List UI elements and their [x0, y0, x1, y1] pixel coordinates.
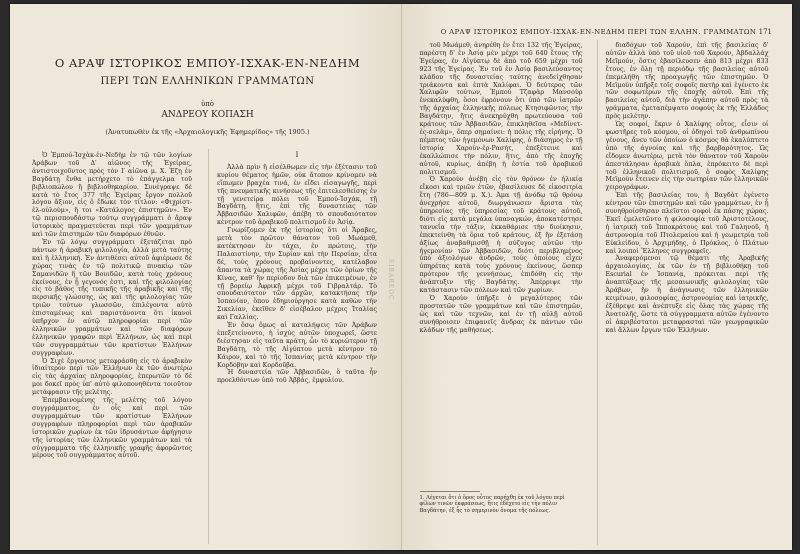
left-column-1 [32, 152, 192, 460]
paragraph: Ἐπεμβαινομένης τῆς μελέτης τοῦ λόγου συγγράμματος, ἐν οἷς καὶ περὶ τῶν συγγραμμάτων τῶν κρατίστων Ἑλλήνων συγγραφέων πληροφορίαι περὶ τῶν ἀραβικῶν ἱστορικῶν χωρίων ἐκ τῶν ἱδρυσάντων ἀφήγησιν τῆς ἱστορίας τῶν ἐλληνικῶν γραμμάτων καὶ τὰ σύγγραμματα τῆς ἑλληνικῆς γραφῆς ἀφορῶντος μέρους τοῦ συγγράμματος αὐτοῦ. [32, 397, 192, 460]
right-column-2 [606, 42, 769, 335]
footnote-rule [420, 491, 480, 492]
paragraph: διαδόχων τοῦ Χαρούν, ἐπὶ τῆς βασιλείας δ' αὐτῶν ἀλλὰ ὑπὸ τοῦ υἱοῦ τοῦ Χαρούν, Ἀβδαλλάχ Μεῖμούν, ὅστις ἐβασίλευσεν ἀπὸ 813 μέχρι 833 ἔτους, ἐν ὅλῃ τῇ περιόδῳ τῆς βασιλείας αὐτοῦ ἐπεμελήθη τῆς προαγωγῆς τῶν ἐπιστημῶν. Ὁ Μεϊμοὺν ὑπῆρξε τοῖς σοφοῖς πατὴρ καὶ ἐγένετο ἐκ τῶν σοφωτέρων τῆς ἐποχῆς αὐτοῦ. Ἐπὶ τῆς βασιλείας αὐτοῦ, διὰ τὴν ἀγάπην αὐτοῦ πρὸς τὰ γράμματα, ἐμεταπέμψατο σοφοὺς ἐκ τῆς Ἑλλάδος πρὸς μελέτην. [605, 42, 769, 121]
right-column-1 [420, 42, 583, 335]
paragraph: Ἀλλὰ πρὶν ἢ εἰσέλθωμεν εἰς τὴν ἐξέτασιν τοῦ κυρίου θέματος ἡμῶν, οὐκ ἄτοπον κρίνομεν νὰ εἴπωμεν βραχέα τινά, ἐν εἴδει εἰσαγωγῆς, περὶ τῆς πνευματικῆς κινήσεως τῆς ἐπιτελεσθείσης ἐν τῇ γενετείρᾳ πόλει τοῦ Ἐμπού-Ἰσχάκ, τῇ Βαγδάτῃ, ἥτις, ἐπὶ τῆς δυναστείας τῶν Ἀββασιδῶν Χαλιφῶν, ἀπέβη τὸ σπουδαιότατον κέντρον τοῦ ἀραβικοῦ πολιτισμοῦ ἐν Ἀσίᾳ. [217, 163, 377, 227]
left-column-2 [217, 152, 377, 385]
paragraph: Ἀναφερόμενοι τῷ θέματι τῆς Ἀραβικῆς ἀρχαιολογίας, ἐκ τῶν ἐν τῇ βιβλιοθήκῃ τοῦ Escurial ἐν Ἰσπανίᾳ, πρόκειται περὶ τῆς ἀναπτύξεως τῆς μεσαιωνικῆς φιλολογίας τῶν Ἀράβων, ἣν ἡ ἀνάγνωσις τῶν ἑλληνικῶν κειμένων, φιλοσοφίας, ἀστρονομίας καὶ ἰατρικῆς, ἐξέθρεψε καὶ ἀνέπτυξε εἰς ὅλας τὰς χώρας τῆς Ἀνατολῆς, ὥστε τὰ σύγγραμματα αὐτῶν ἐγένοντο οἱ ἀκριβέστατοι μεταφρασταὶ τῶν γεωγραφικῶν καὶ ἄλλων ἔργων τῶν Ἑλλήνων. [605, 255, 769, 334]
paragraph: Ἐν ὅσῳ ὅμως αἱ καταλήψεις τῶν Ἀράβων ἐπεξετείνοντο, ἡ ἰσχὺς αὐτῶν ὑποχωρεῖ, ὥστε διέστησαν εἰς ταῦτα κράτη, ὧν τὸ κυριώτερον τῇ Βαγδάτῃ, τὸ τῆς Αἰγύπτου μετὰ κέντρον τὸ Κάιρον, καὶ τὸ τῆς Ἱσπανίας μετὰ κέντρον τὴν Κορδόβην καὶ Κορδοῦβα. [217, 322, 377, 369]
running-header: Ο ΑΡΑΨ ΙΣΤΟΡΙΚΟΣ ΕΜΠΟΥ-ΙΣΧΑΚ-ΕΝ-ΝΕΔΗΜ ΠΕΡΙ ΤΩΝ ΕΛΛΗΝ. ΓΡΑΜΜΑΤΩΝ [440, 28, 757, 36]
column-divider [208, 149, 209, 544]
paragraph: Ἡ δυναστεία τῶν Ἀββασιδῶν, ὃ ταῦτα ἦν προελθόντων ὑπὸ τοῦ Ἀββάς, ἐμφυλίου. [217, 369, 377, 385]
author-name: ΑΝΔΡΕΟΥ ΚΟΠΑΣΗ [161, 110, 254, 120]
paragraph: Ὁ Ἐμπού-Ἰσχὰκ-ἐν-Νεδὴμ ἐν τῷ τῶν λογίων Ἀράβων τοῦ Δ′ αἰῶνος τῆς Ἑγείρας, ἀντιστοιχοῦντος πρὸς τὸν Ι′ αἰῶνα μ. Χ. Ἐζη ἐν Βαγδάτῃ ἔνθα μετήρχετο τὸ ἐπάγγελμα τοῦ βιβλιοπώλου ἢ βιβλιοθηκαρίου. Συνέγραψε δὲ κατὰ τὸ ἔτος 377 τῆς Ἑγείρας ἔργον πολλοῦ λόγου ἄξιον, εἰς ὃ ἔδωκε τὸν τίτλον: «Φιχρίστ-ἐλ-οὐλοὺμ», ἢ τοι «Κατάλογος ἐπιστημῶν». Ἐν τῷ περισπουδάστῳ τούτῳ συγγράμματι ὁ ἄραψ ἱστορικὸς πραγματεύεται περὶ τῶν γραμμάτων καὶ τῶν ἐπιστημῶν τῶν διαφόρων ἐθνῶν. [32, 152, 192, 239]
paragraph: Ὡς σοφοί, ἔκριν ὁ Χαλίφης οὗτος, εἶσιν οἱ φωστῆρες τοῦ κόσμου, οἱ ὁδηγοὶ τοῦ ἀνθρωπίνου γένους, ἄνευ τῶν ὁποίων ὁ κόσμος θὰ ἐκαλύπτετο ὑπὸ τῆς ἀγνοίας καὶ τῆς βαρβαρότητος. Ὡς εἴδομεν ἀνωτέρω, μετὰ τὸν θάνατον τοῦ Χαρούν ἀπεστάλησαν ἀραβικὰ ὅπλα, ἐπρόκειτο δὲ περὶ τοῦ ἑλληνικοῦ πολιτισμοῦ, ὁ σοφὸς Χαλίφης Μεϊμοὺν ἔτεινεν εἰς τὴν σωτηρίαν τῶν ἑλληνικῶν χειρογράφων. [605, 121, 769, 192]
paragraph: Ὁ Χαροὺν ὑπῆρξε ὁ μεγαλύτερος τῶν προστατῶν τῶν γραμμάτων καὶ τῶν ἐπιστημῶν, ὡς καὶ τῶν τεχνῶν, καὶ ἐν τῇ αὐλῇ αὐτοῦ συνήθροισεν ἐπιφανεῖς ἄνδρας ἐκ πάντων τῶν κλάδων τῆς μαθήσεως. [419, 295, 583, 334]
scan-watermark: SIBAREOC [387, 259, 394, 301]
left-page [10, 4, 402, 550]
paragraph: Ἐπὶ τῆς βασιλείας του, ἡ Βαγδὰτ ἐγένετο κέντρον τῶν ἐπιστημῶν καὶ τῶν γραμμάτων, ἐν ᾗ συνηθροίσθησαν πλεῖστοι σοφοὶ ἐκ πάσης χώρας. Ἐκεῖ ἐμελετῶντο ἡ φιλοσοφία τοῦ Ἀριστοτέλους, ἡ ἰατρικὴ τοῦ Ἱπποκράτους καὶ τοῦ Γαληνοῦ, ἡ ἀστρονομία τοῦ Πτολεμαίου καὶ ἡ γεωμετρία τοῦ Εὐκλείδου, ὁ Ἀρχιμήδης, ὁ Πρόκλος, ὁ Πλάτων καὶ λοιποὶ Ἕλληνες συγγραφεῖς. [605, 192, 769, 255]
footnote: 1. Λέγεται ὅτι ὁ ὅρος οὗτος παρήχθη ἐκ τοῦ λόγου περὶ φίλων τινῶν ἐκφράσεως, ἥτις ἐδέχετο εἰς τὴν πόλιν Βαγδάτην, ἐξ ἧς τὸ σημερινὸν ὄνομα τῆς πόλεως. [419, 495, 565, 514]
paragraph: Γνωρίζομεν ἐκ τῆς ἱστορίας ὅτι οἱ Ἄραβες, μετὰ τὸν πρῶτον θάνατον τοῦ Μωάμεθ, κατέκτησαν ἐν τάχει, ἐν πρώτοις, τὴν Παλαιστίνην, τὴν Συρίαν καὶ τὴν Περσίαν, εἶτα δέ, τοὺς χρόνους προβαίνοντες, κατέλαβον ἅπαντα τὰ χώρας τῆς Ἀσίας μέχρι τῶν ὁρίων τῆς Κίνας, καθ' ἣν περίοδον διὰ τῶν ἐπικειμένων, ἐν τῇ βορείῳ Ἀφρικῇ μέχρι τοῦ Γιβραλτάρ. Τὸ σπουδαιότατον τῶν ἀρχῶν, κατακτήσας τὴν Ἱσπανίαν, ὅπου ἐδημιούργησε κατὰ καθὼν τὴν Σικελίαν, ἐκεῖθεν δ' εἰσέβαλον μέχρις Ἰταλίας καὶ Γαλλίας. [217, 227, 377, 322]
right-page [402, 4, 793, 550]
paragraph: Ἐν τῷ λόγῳ συγγράμματι ἐξετάζεται πρὸ πάντων ἡ ἀραβικὴ φιλολογία, ἀλλὰ μετὰ ταύτης καὶ ἡ ἑλληνική. Ἐν ἀντιθέσει αὐτοῦ ἀφιέρωσε δὲ χώρας τινὰς ἐν τῷ πολιτικῷ πινακίῳ τῶν Σαμανιδῶν ἢ τῶν Βουιδῶν, κατὰ τοὺς χρόνους ἐκείνους, ἐν ᾗ γεγονός ἐστι, καὶ τῆς φιλολογίας εἰς τὸ βάθος τῆς τυπικῆς τῆς ἀραβικῆς καὶ τῆς περσικῆς γλώσσης, ὡς καὶ τῆς φιλολογίας τῶν τριῶν τούτων γλωσσῶν, ἐπιλέγοντα αὐτὸ ἐπισταμένως καὶ παριστάνοντα ὅτι ἱκανοὶ ὑπῆρχον ἐν αὐτῷ πληροφορίαι περὶ τῶν ἑλληνικῶν γραμμάτων καὶ τῶν διαφόρων ἐλληνικῶν γραφῶν περὶ Ἑλλήνων, ὡς καὶ περὶ τῶν συγγραμμάτων τῶν κρατίστων Ἑλλήνων συγγραφέων. [32, 238, 192, 357]
section-numeral: Ι [295, 151, 299, 159]
source-note: (Ἀνατυπωθὲν ἐκ τῆς «Ἀρχαιολογικῆς Ἐφημερίδος» τῆς 1905.) [105, 128, 310, 136]
book-spread [10, 4, 792, 550]
column-divider [597, 40, 598, 545]
article-subtitle: ΠΕΡΙ ΤΩΝ ΕΛΛΗΝΙΚΩΝ ΓΡΑΜΜΑΤΩΝ [100, 76, 315, 87]
page-number: 171 [758, 28, 772, 36]
byline-by: ὑπὸ [200, 100, 215, 108]
paragraph: Ὁ Σιχὲ ἔργοντος μετεφράσθη εἰς τὸ ἀραβικὸν ἰδιαίτερον περὶ τῶν Ἑλλήνων ἐκ τῶν ἀνωτέρω εἰς τὰς ἀρχαίας πληροφορίας, ἐπερωτῶν τὸ δέ μοι δοκεῖ πρὸς ὑπ' αὐτὸ φιλοπονηθέντα τοιοῦτον μετάφρασιν τῆς μελέτης. [32, 357, 192, 397]
article-title: Ο ΑΡΑΨ ΙΣΤΟΡΙΚΟΣ ΕΜΠΟΥ-ΙΣΧΑΚ-ΕΝ-ΝΕΔΗΜ [54, 56, 361, 70]
paragraph: Ὁ Χαροὺν ἀνέβη εἰς τὸν θρόνον ἐν ἡλικίᾳ εἴκοσι καὶ τριῶν ἐτῶν, ἐβασίλευσε δὲ εἰκοσιτρία ἔτη (786—809 μ. Χ.). Ἀμα τῇ ἀνόδῳ τῷ θρόνῳ ἀνεχρήσε αὐτοῦ, διωργάνωσεν ἄριστα τὰς ὑπηρεσίας τῆς ὑπηρεσίας τοῦ κράτους αὐτοῦ, διότι εἰς κατὰ μεγάλα ὑπαναγκών, ἀποκατέστησε τανυεΐα τὴν τάξιν, ἐκκαθάρισε τὴν διοίκησιν, ἐπεκτείνθη τὰ ὅρια τοῦ κράτους, ἐξ ἣν ἐξετάσῃ ἀξίως ἀναβαθμισθῇ ἡ σύζυγος αὐτῶν τὴν ἡγεμονίαν τῶν Ἀββασιδῶν, διότι περιβλημένος ὑπὸ ἀξιολόγων ἀνδρῶν, τοὺς ὁποίους εἶχεν ὑπηρέτας κατὰ τοὺς χρόνους ἐκείνους, ὥσπερ πρότερον τῆς γεννήσεως, ἐπιδόθη εἰς τὴν ἀνάπτυξιν τῆς Βαγδάτης. Ἀπέρριψε τὴν κατάστασιν τῶν πόλεων καὶ τῶν χωρίων. [419, 176, 583, 295]
paragraph: τοῦ Μωάμεθ, ἀνηρέθη ἐν ἔτει 132 τῆς Ἑγείρας, παρέστη δ' ἐν Ἀσίᾳ μὲν μέχρι τοῦ 640 ἔτους τῆς Ἑγείρας, ἐν Αἰγύπτῳ δὲ ἀπὸ τοῦ 659 μέχρι τοῦ 923 τῆς Ἑγείρας. Ἐν τοῦ ἐν Ἀσίᾳ βασιλεύσαντος κλάδου τῆς δυναστείας ταύτης ἀνεδείχθησαν τριάκοντα καὶ ἑπτὰ Χαλίφαι. Ὁ δεύτερος τῶν Χαλιφῶν τούτων, Ἐμποὺ Τζαφὰρ Μανσοὺρ ἐνεκαλύφθη, ὅσοι ἐφρόνουν ὅτι ὑπὸ τῶν ἰατρῶν τῆς ἀρχαίας ἑλληνικῆς πόλεως Κτησιφῶντος τὴν Βαγδάτην, ἥτις ἀνεκηρύχθη πρωτεύουσα τοῦ κράτους τῶν Ἀββασιδῶν, ἐπικληθεῖσα «Μεδίνετ-ἐς-σελὰμ», ὅπερ σημαίνει: ἡ πόλις τῆς εἰρήνης. Ὁ πέμπτος τῶν ἡγεμόνων Χαλίφης, ὁ διάσημος ἐν τῇ ἱστορίᾳ Χαροὺν-ἐρ-Ρασήτ, ἐπεξέτεινε καὶ ἐκαλλώπισε τὴν πόλιν, ἥτις, ἀπὸ τῆς ἐποχῆς αὐτοῦ, κυρίως, ἀπέβη ἡ ἑστία τοῦ ἀραβικοῦ πολιτισμοῦ. [419, 42, 583, 176]
